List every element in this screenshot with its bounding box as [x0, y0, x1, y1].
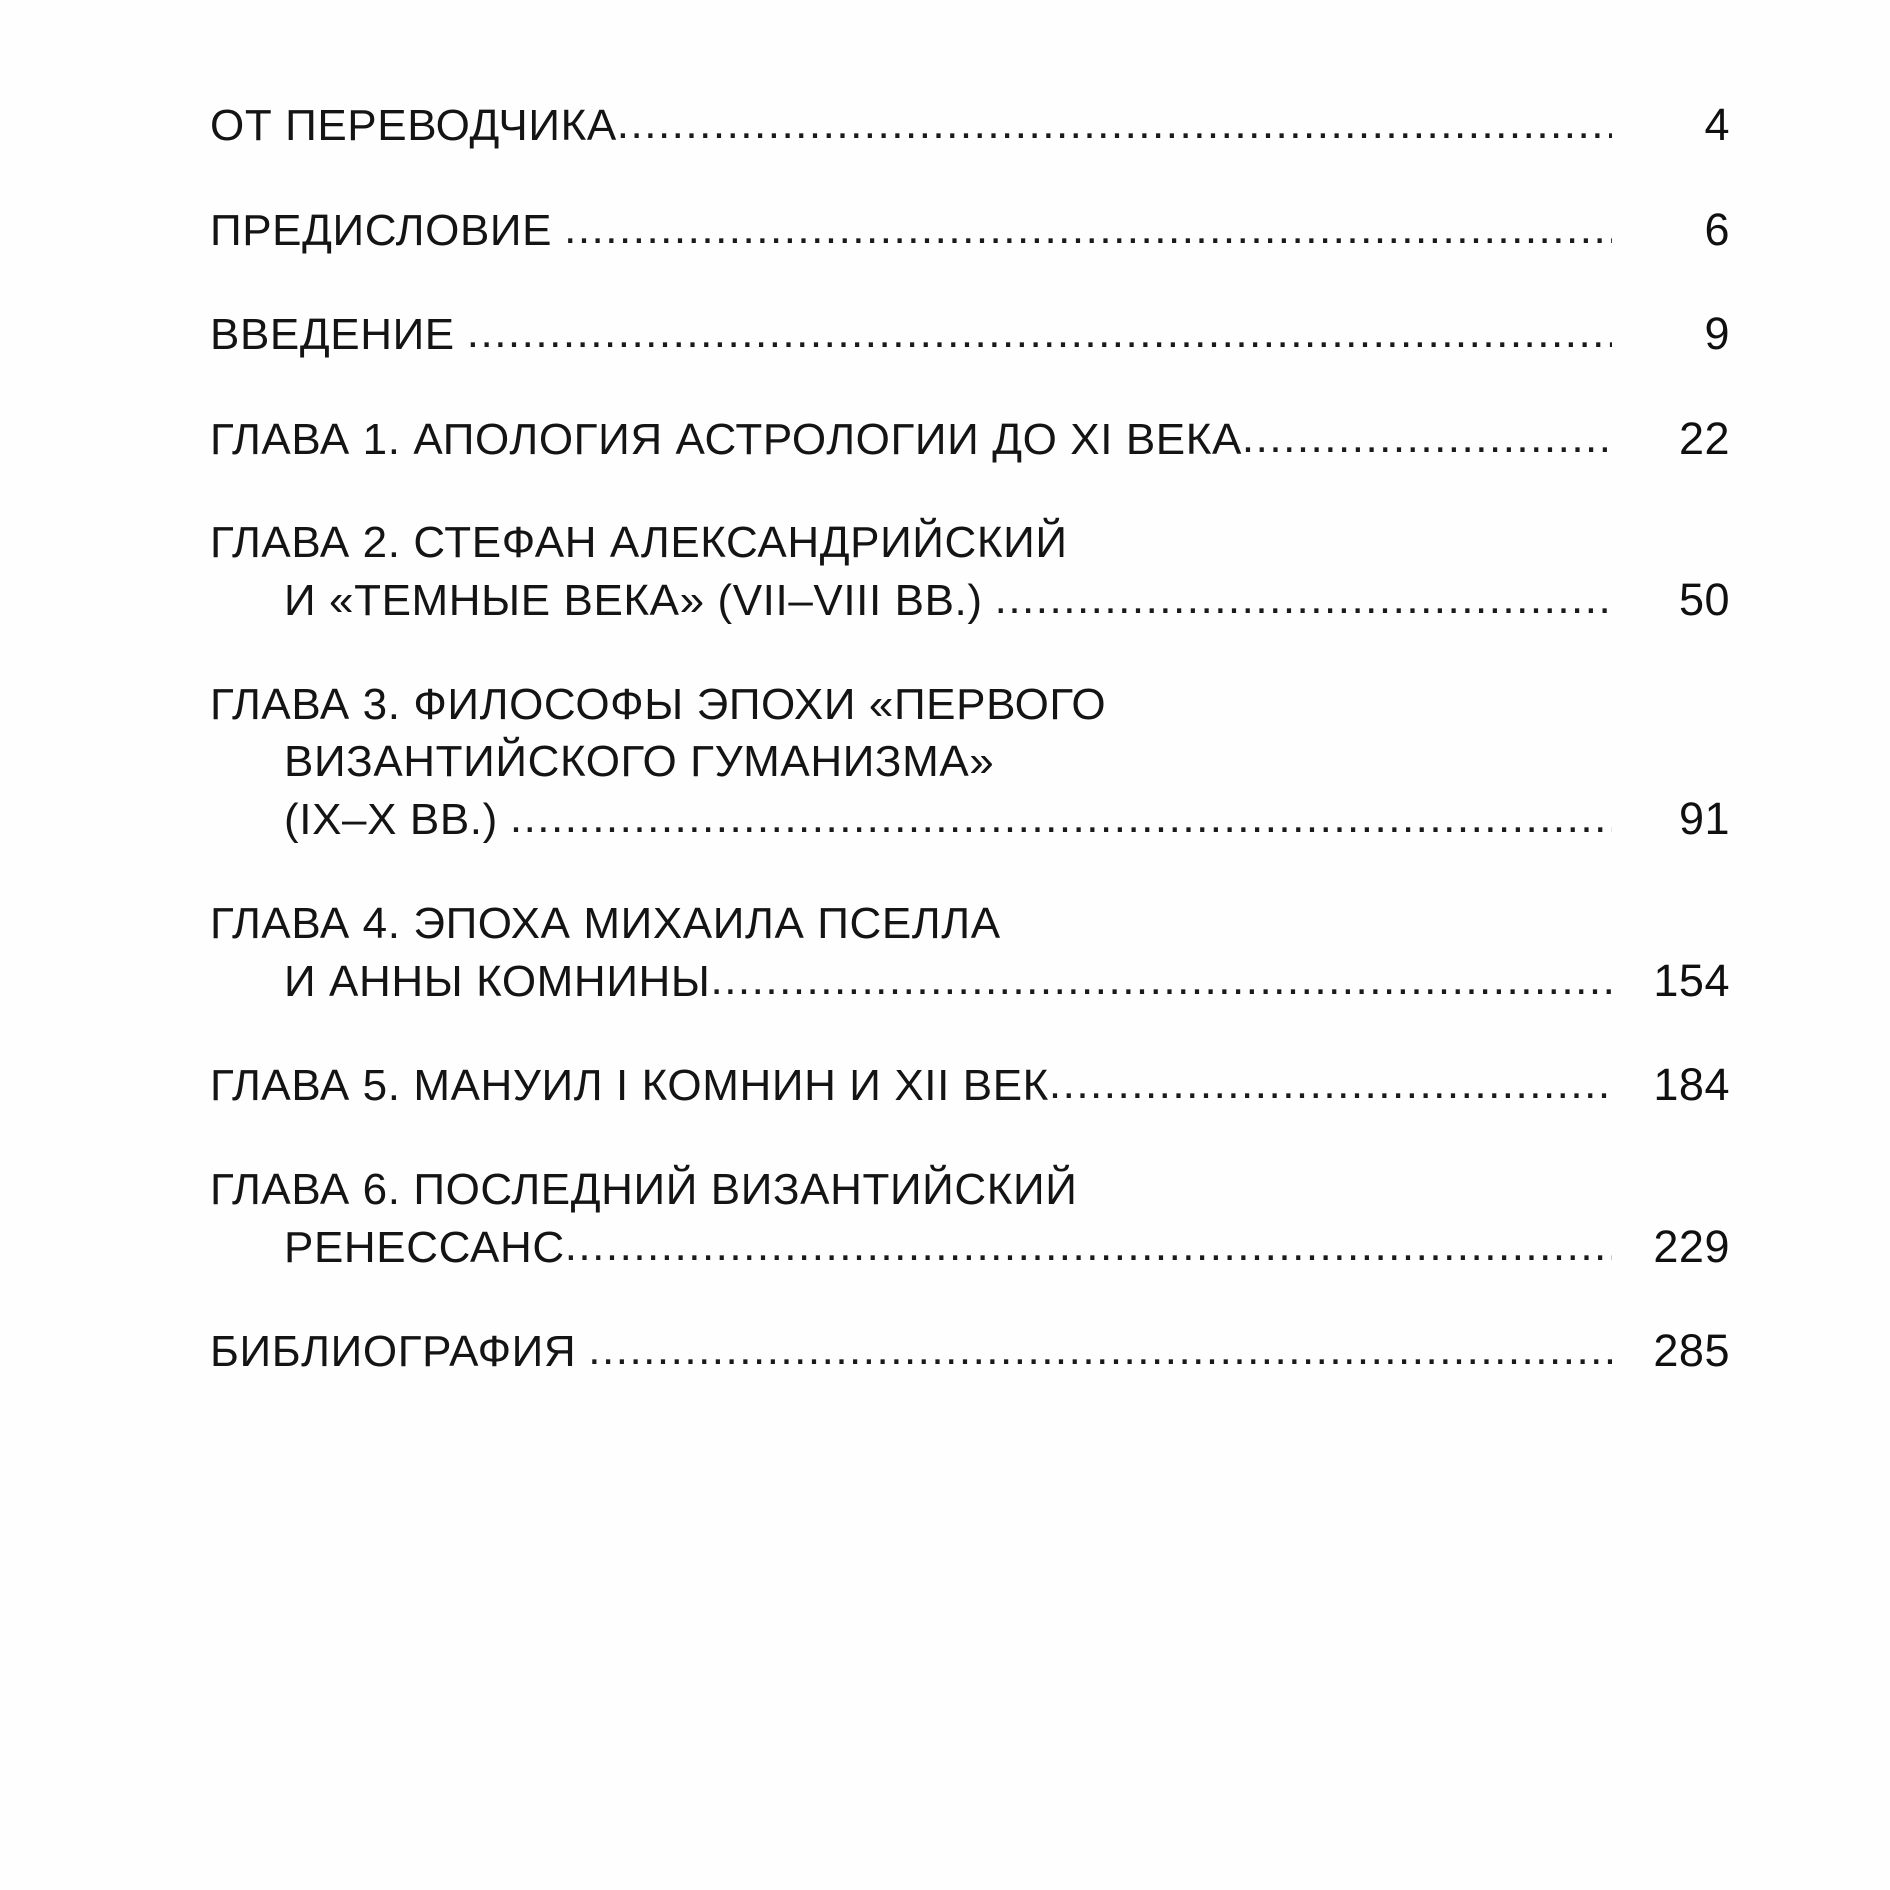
- toc-page-number: 50: [1678, 574, 1730, 626]
- toc-page-number: 184: [1653, 1059, 1730, 1111]
- toc-entry-label: ПРЕДИСЛОВИЕ: [210, 205, 553, 255]
- toc-entry-chapter-2[interactable]: [210, 514, 1730, 630]
- toc-entry-label-line-1: ГЛАВА 3. ФИЛОСОФЫ ЭПОХИ «ПЕРВОГО: [210, 679, 1107, 729]
- toc-entry-label: ВВЕДЕНИЕ: [210, 310, 455, 359]
- toc-entry-label-line-2: РЕНЕССАНС: [284, 1222, 565, 1272]
- toc-entry-foreword[interactable]: [210, 201, 1730, 260]
- toc-entry-chapter-4[interactable]: [210, 895, 1730, 1011]
- toc-page-number: 285: [1653, 1325, 1730, 1377]
- toc-entry-label-line-2: ВИЗАНТИЙСКОГО ГУМАНИЗМА»: [284, 736, 995, 786]
- toc-entry-label-line-1: ГЛАВА 6. ПОСЛЕДНИЙ ВИЗАНТИЙСКИЙ: [210, 1164, 1078, 1214]
- toc-page-number: 154: [1653, 954, 1730, 1006]
- toc-leader-dots: [617, 95, 1612, 152]
- toc-entry-label: ГЛАВА 5. МАНУИЛ I КОМНИН И XII ВЕК: [210, 1061, 1049, 1111]
- toc-entry-label-line-1: ГЛАВА 2. СТЕФАН АЛЕКСАНДРИЙСКИЙ: [210, 518, 1068, 567]
- toc-entry-chapter-6[interactable]: [210, 1161, 1730, 1277]
- toc-entry-from-translator[interactable]: [210, 96, 1730, 155]
- toc-page-number: 229: [1653, 1220, 1730, 1272]
- toc-page-number: 22: [1678, 412, 1730, 464]
- toc-entry-introduction[interactable]: [210, 305, 1730, 364]
- toc-entry-chapter-5[interactable]: [210, 1056, 1730, 1115]
- toc-leader-dots: [1242, 409, 1612, 466]
- toc-leader-dots: [588, 1321, 1612, 1378]
- toc-entry-label-line-3: (IX–X ВВ.): [284, 795, 498, 845]
- toc-page-number: 4: [1704, 99, 1730, 150]
- toc-page-number: 9: [1704, 308, 1730, 359]
- toc-leader-dots: [995, 570, 1612, 627]
- toc-page-number: 91: [1678, 793, 1730, 845]
- toc-entry-label-line-2: И АННЫ КОМНИНЫ: [284, 956, 711, 1006]
- toc-entry-bibliography[interactable]: [210, 1322, 1730, 1381]
- toc-leader-dots: [564, 200, 1612, 257]
- toc-entry-label: БИБЛИОГРАФИЯ: [210, 1327, 577, 1377]
- toc-entry-chapter-3[interactable]: [210, 676, 1730, 849]
- toc-leader-dots: [510, 789, 1612, 846]
- toc-entry-label: ОТ ПЕРЕВОДЧИКА: [210, 101, 617, 150]
- toc-leader-dots: [1049, 1055, 1612, 1112]
- toc-leader-dots: [565, 1217, 1612, 1274]
- toc-entry-chapter-1[interactable]: [210, 410, 1730, 469]
- table-of-contents: [210, 96, 1730, 1381]
- toc-leader-dots: [467, 304, 1612, 361]
- toc-leader-dots: [710, 951, 1612, 1008]
- toc-entry-label: ГЛАВА 1. АПОЛОГИЯ АСТРОЛОГИИ ДО XI ВЕКА: [210, 414, 1242, 464]
- toc-page-number: 6: [1704, 203, 1730, 255]
- toc-entry-label-line-1: ГЛАВА 4. ЭПОХА МИХАИЛА ПСЕЛЛА: [210, 898, 1001, 948]
- toc-entry-label-line-2: И «ТЕМНЫЕ ВЕКА» (VII–VIII ВВ.): [284, 576, 983, 626]
